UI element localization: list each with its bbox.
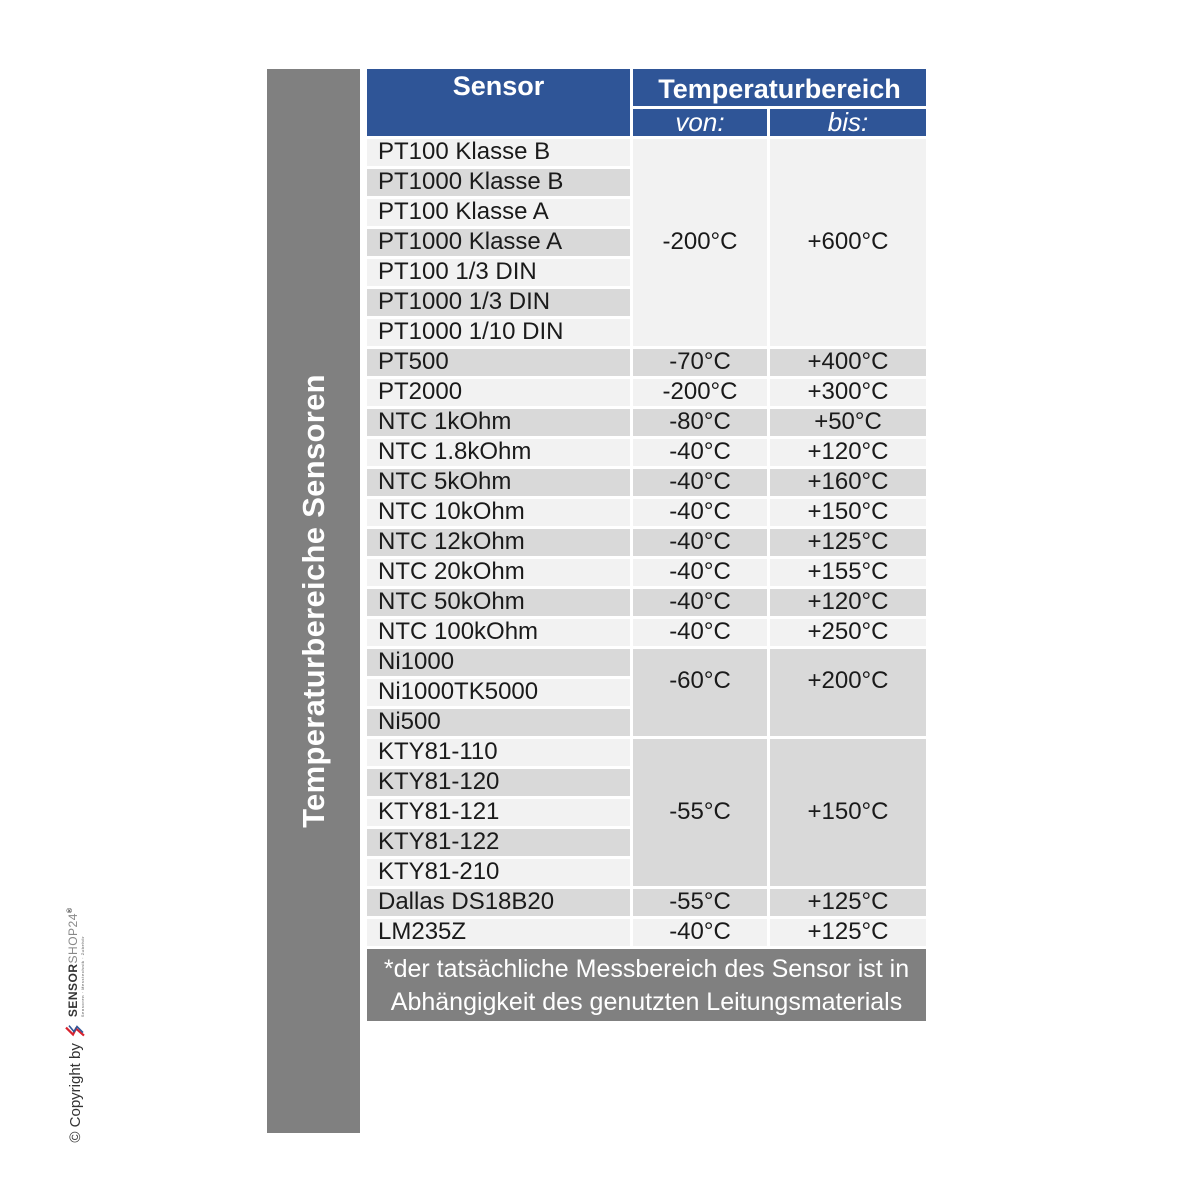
range-to-cell: +160°C [769, 467, 928, 497]
range-to-cell: +120°C [769, 437, 928, 467]
sensor-cell: Ni1000 [366, 647, 632, 677]
sensor-cell: NTC 1kOhm [366, 407, 632, 437]
range-to-cell: +125°C [769, 527, 928, 557]
range-from-cell: -40°C [632, 587, 769, 617]
sensor-cell: PT1000 1/10 DIN [366, 317, 632, 347]
range-from-cell: -40°C [632, 437, 769, 467]
header-to: bis: [769, 107, 928, 137]
sensor-cell: NTC 10kOhm [366, 497, 632, 527]
range-to-cell: +155°C [769, 557, 928, 587]
range-from-cell: -40°C [632, 497, 769, 527]
side-title-bar [267, 69, 360, 1133]
range-to-cell: +150°C [769, 497, 928, 527]
sensor-cell: NTC 100kOhm [366, 617, 632, 647]
sensor-cell: Ni1000TK5000 [366, 677, 632, 707]
sensor-cell: KTY81-110 [366, 737, 632, 767]
range-to-cell: +125°C [769, 917, 928, 947]
sensor-cell: PT1000 1/3 DIN [366, 287, 632, 317]
range-from-cell: -40°C [632, 467, 769, 497]
range-from-cell: -200°C [632, 377, 769, 407]
sensor-cell: LM235Z [366, 917, 632, 947]
range-from-cell: -55°C [632, 737, 769, 887]
side-title: Temperaturbereiche Sensoren [295, 374, 331, 828]
range-from-cell: -40°C [632, 617, 769, 647]
header-sensor: Sensor [366, 69, 632, 137]
header-temperature-range: Temperaturbereich [632, 69, 928, 107]
temperature-range-table [364, 69, 929, 1021]
sensor-cell: PT1000 Klasse B [366, 167, 632, 197]
range-from-cell: -40°C [632, 557, 769, 587]
sensor-cell: KTY81-210 [366, 857, 632, 887]
sensor-cell: PT500 [366, 347, 632, 377]
sensor-cell: PT100 Klasse B [366, 137, 632, 167]
sensor-cell: PT100 Klasse A [366, 197, 632, 227]
range-to-cell: +250°C [769, 617, 928, 647]
sensor-cell: NTC 50kOhm [366, 587, 632, 617]
sensorshop-logo-icon [65, 1023, 85, 1037]
sensor-cell: NTC 1.8kOhm [366, 437, 632, 467]
sensor-cell: KTY81-120 [366, 767, 632, 797]
range-to-cell: +150°C [769, 737, 928, 887]
range-from-cell: -70°C [632, 347, 769, 377]
sensor-cell: KTY81-122 [366, 827, 632, 857]
footnote: *der tatsächliche Messbereich des Sensor ist in Abhängigkeit des genutzten Leitungsmaterials [366, 947, 928, 1021]
range-from-cell: -40°C [632, 527, 769, 557]
copyright-text: © Copyright by [66, 1043, 84, 1143]
range-from-cell: -200°C [632, 137, 769, 347]
range-to-cell: +120°C [769, 587, 928, 617]
range-to-cell: +200°C [769, 647, 928, 737]
sensor-cell: KTY81-121 [366, 797, 632, 827]
range-from-cell: -60°C [632, 647, 769, 737]
sensor-cell: NTC 20kOhm [366, 557, 632, 587]
range-from-cell: -40°C [632, 917, 769, 947]
range-to-cell: +300°C [769, 377, 928, 407]
range-to-cell: +600°C [769, 137, 928, 347]
header-from: von: [632, 107, 769, 137]
sensor-cell: PT2000 [366, 377, 632, 407]
sensor-cell: PT1000 Klasse A [366, 227, 632, 257]
sensor-cell: Dallas DS18B20 [366, 887, 632, 917]
sensor-cell: Ni500 [366, 707, 632, 737]
range-to-cell: +400°C [769, 347, 928, 377]
range-from-cell: -80°C [632, 407, 769, 437]
brand-tagline: Sensoren · Messtechnik · Zubehör [79, 935, 85, 1018]
sensor-cell: NTC 12kOhm [366, 527, 632, 557]
range-from-cell: -55°C [632, 887, 769, 917]
range-to-cell: +125°C [769, 887, 928, 917]
range-to-cell: +50°C [769, 407, 928, 437]
sensor-cell: PT100 1/3 DIN [366, 257, 632, 287]
copyright-notice [65, 907, 85, 1142]
sensor-cell: NTC 5kOhm [366, 467, 632, 497]
brand-name: SENSORSHOP24® Sensoren · Messtechnik · Zubehör [65, 907, 85, 1018]
